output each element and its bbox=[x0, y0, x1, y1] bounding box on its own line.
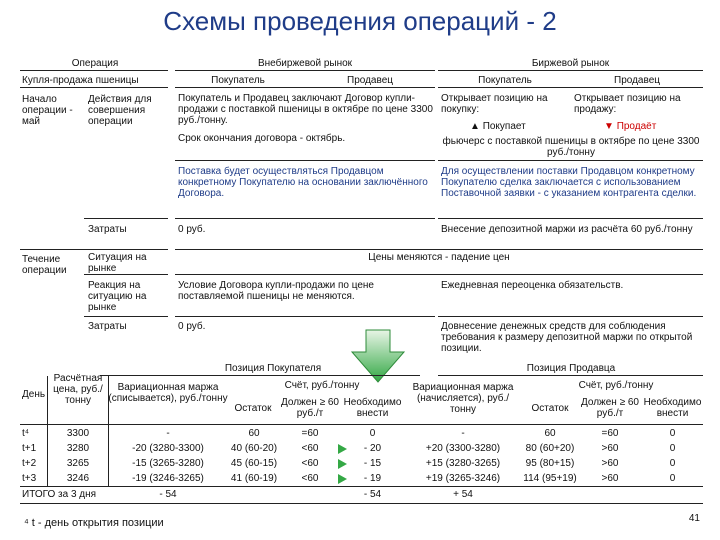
cell-day: t+1 bbox=[22, 443, 37, 454]
otc-delivery: Поставка будет осуществляться Продавцом конкретному Покупателю на основании заключённого Договора. bbox=[178, 166, 428, 199]
cell-svm: +19 (3265-3246) bbox=[425, 473, 501, 484]
cell-sneed: 0 bbox=[669, 428, 676, 439]
cell-price: 3300 bbox=[66, 428, 90, 439]
rule bbox=[20, 87, 168, 88]
cell-day: t⁴ bbox=[22, 428, 30, 439]
footnote: ⁴ t - день открытия позиции bbox=[24, 517, 164, 529]
cell-breq: <60 bbox=[301, 458, 319, 469]
cell-svm: +20 (3300-3280) bbox=[425, 443, 501, 454]
rule bbox=[100, 375, 420, 376]
cell-day: t+2 bbox=[22, 458, 37, 469]
sell-action-label: Продаёт bbox=[616, 121, 657, 132]
header-operation: Операция bbox=[71, 58, 119, 69]
buy-action-label: Покупает bbox=[482, 121, 526, 132]
cell-svm: +15 (3280-3265) bbox=[425, 458, 501, 469]
costs2-label: Затраты bbox=[88, 321, 127, 332]
otc-term: Срок окончания договора - октябрь. bbox=[178, 133, 346, 144]
page-number: 41 bbox=[688, 513, 700, 524]
table-row bbox=[0, 473, 720, 485]
cell-sneed: 0 bbox=[669, 443, 676, 454]
rule bbox=[20, 486, 703, 487]
rule bbox=[438, 70, 703, 71]
cell-sreq: >60 bbox=[601, 443, 619, 454]
header-otc: Внебиржевой рынок bbox=[257, 58, 353, 69]
total-bvm: - 54 bbox=[159, 489, 177, 500]
rule bbox=[438, 218, 703, 219]
cell-breq: <60 bbox=[301, 443, 319, 454]
cell-price: 3265 bbox=[66, 458, 90, 469]
exch-delivery: Для осуществлении поставки Продавцом конкретному Покупателю сделка заключается с использованием Поставочной заявки - с указанием контрагента сделки. bbox=[441, 166, 697, 199]
exch-reaction: Ежедневная переоценка обязательств. bbox=[441, 280, 624, 291]
exch-buyer-opens: Открывает позицию на покупку: bbox=[441, 93, 548, 115]
col-balance-buyer: Остаток bbox=[234, 403, 272, 414]
start-label: Начало операции - май bbox=[22, 94, 73, 127]
exch-futures: фьючерс с поставкой пшеницы в октябре по цене 3300 руб./тонну bbox=[442, 136, 700, 158]
col-required-seller: Должен ≥ 60 руб./т bbox=[580, 397, 639, 419]
cell-sbal: 60 bbox=[544, 428, 556, 439]
rule bbox=[20, 70, 168, 71]
situation-text: Цены меняются - падение цен bbox=[368, 252, 510, 263]
cell-bneed: - 15 bbox=[363, 458, 382, 469]
exch-seller-opens: Открывает позицию на продажу: bbox=[574, 93, 681, 115]
rule bbox=[84, 316, 168, 317]
col-account-seller: Счёт, руб./тонну bbox=[578, 380, 654, 391]
col-var-margin-seller: Вариационная маржа (начисляется), руб./тонну bbox=[412, 382, 514, 415]
col-balance-seller: Остаток bbox=[531, 403, 569, 414]
col-day: День bbox=[22, 389, 46, 400]
cell-bneed: - 20 bbox=[363, 443, 382, 454]
cell-bvm: -15 (3265-3280) bbox=[132, 458, 204, 469]
slide-title: Схемы проведения операций - 2 bbox=[163, 6, 557, 36]
rule bbox=[175, 274, 703, 275]
buyer-position-header: Позиция Покупателя bbox=[224, 363, 322, 374]
otc-buyer-header: Покупатель bbox=[211, 75, 265, 86]
sell-action bbox=[604, 121, 656, 132]
rule bbox=[438, 87, 703, 88]
cell-sneed: 0 bbox=[669, 458, 676, 469]
cell-bvm: -20 (3280-3300) bbox=[132, 443, 204, 454]
situation-label: Ситуация на рынке bbox=[88, 252, 147, 274]
header-exchange: Биржевой рынок bbox=[531, 58, 610, 69]
cell-bbal: 60 bbox=[248, 428, 260, 439]
rule bbox=[20, 424, 703, 425]
cell-bneed: - 19 bbox=[363, 473, 382, 484]
rule bbox=[438, 160, 703, 161]
cell-sreq: =60 bbox=[601, 428, 619, 439]
rule bbox=[175, 218, 435, 219]
rule bbox=[438, 316, 703, 317]
exch-costs2: Довнесение денежных средств для соблюдения требования к размеру депозитной маржи по открытой позиции. bbox=[441, 321, 693, 354]
otc-seller-header: Продавец bbox=[347, 75, 393, 86]
exch-buyer-header: Покупатель bbox=[478, 75, 532, 86]
cell-bvm: - bbox=[166, 428, 170, 439]
cell-breq: <60 bbox=[301, 473, 319, 484]
rule bbox=[175, 249, 703, 250]
rule bbox=[175, 316, 435, 317]
seller-position-header: Позиция Продавца bbox=[526, 363, 616, 374]
col-needed-buyer: Необходимо внести bbox=[343, 397, 402, 419]
cell-day: t+3 bbox=[22, 473, 37, 484]
cell-sreq: >60 bbox=[601, 458, 619, 469]
table-row bbox=[0, 428, 720, 440]
table-total-row bbox=[0, 489, 720, 501]
col-required-buyer: Должен ≥ 60 руб./т bbox=[280, 397, 339, 419]
cell-bbal: 45 (60-15) bbox=[230, 458, 278, 469]
otc-reaction: Условие Договора купли-продажи по цене поставляемой пшеницы не меняются. bbox=[178, 280, 374, 302]
deal-label: Купля-продажа пшеницы bbox=[22, 75, 139, 86]
exch-seller-header: Продавец bbox=[614, 75, 660, 86]
rule bbox=[175, 70, 435, 71]
cell-svm: - bbox=[461, 428, 465, 439]
buy-action bbox=[470, 121, 526, 132]
cell-bbal: 41 (60-19) bbox=[230, 473, 278, 484]
cell-breq: =60 bbox=[301, 428, 319, 439]
otc-costs: 0 руб. bbox=[178, 224, 206, 235]
costs-label: Затраты bbox=[88, 224, 127, 235]
rule bbox=[175, 160, 435, 161]
cell-sbal: 80 (60+20) bbox=[525, 443, 575, 454]
cell-sreq: >60 bbox=[601, 473, 619, 484]
table-row bbox=[0, 443, 720, 455]
table-row bbox=[0, 458, 720, 470]
col-needed-seller: Необходимо внести bbox=[643, 397, 702, 419]
total-svm: + 54 bbox=[453, 489, 473, 500]
rule bbox=[20, 249, 168, 250]
otc-costs2: 0 руб. bbox=[178, 321, 206, 332]
cell-bbal: 40 (60-20) bbox=[230, 443, 278, 454]
exch-costs: Внесение депозитной маржи из расчёта 60 руб./тонну bbox=[441, 224, 693, 235]
cell-sbal: 114 (95+19) bbox=[523, 473, 577, 484]
otc-contract: Покупатель и Продавец заключают Договор купли-продажи с поставкой пшеницы в октябре по цене 3300 руб./тонну. bbox=[178, 93, 433, 126]
reaction-label: Реакция на ситуацию на рынке bbox=[88, 280, 147, 313]
cell-price: 3246 bbox=[66, 473, 90, 484]
cell-bneed: 0 bbox=[369, 428, 376, 439]
cell-sneed: 0 bbox=[669, 473, 676, 484]
col-var-margin-buyer: Вариационная маржа (списывается), руб./тонну bbox=[108, 382, 228, 404]
rule bbox=[20, 503, 703, 504]
col-price: Расчётная цена, руб./тонну bbox=[53, 373, 103, 406]
down-arrow-icon: ▼ bbox=[604, 121, 614, 132]
rule bbox=[175, 87, 435, 88]
cell-bvm: -19 (3246-3265) bbox=[132, 473, 204, 484]
rule bbox=[84, 274, 168, 275]
rule bbox=[438, 375, 703, 376]
total-label: ИТОГО за 3 дня bbox=[22, 489, 97, 500]
total-bneed: - 54 bbox=[363, 489, 382, 500]
actions-label: Действия для совершения операции bbox=[88, 94, 152, 127]
cell-price: 3280 bbox=[66, 443, 90, 454]
col-account-buyer: Счёт, руб./тонну bbox=[284, 380, 360, 391]
up-arrow-icon: ▲ bbox=[470, 121, 480, 132]
during-label: Течение операции bbox=[22, 254, 67, 276]
cell-sbal: 95 (80+15) bbox=[525, 458, 575, 469]
rule bbox=[84, 218, 168, 219]
